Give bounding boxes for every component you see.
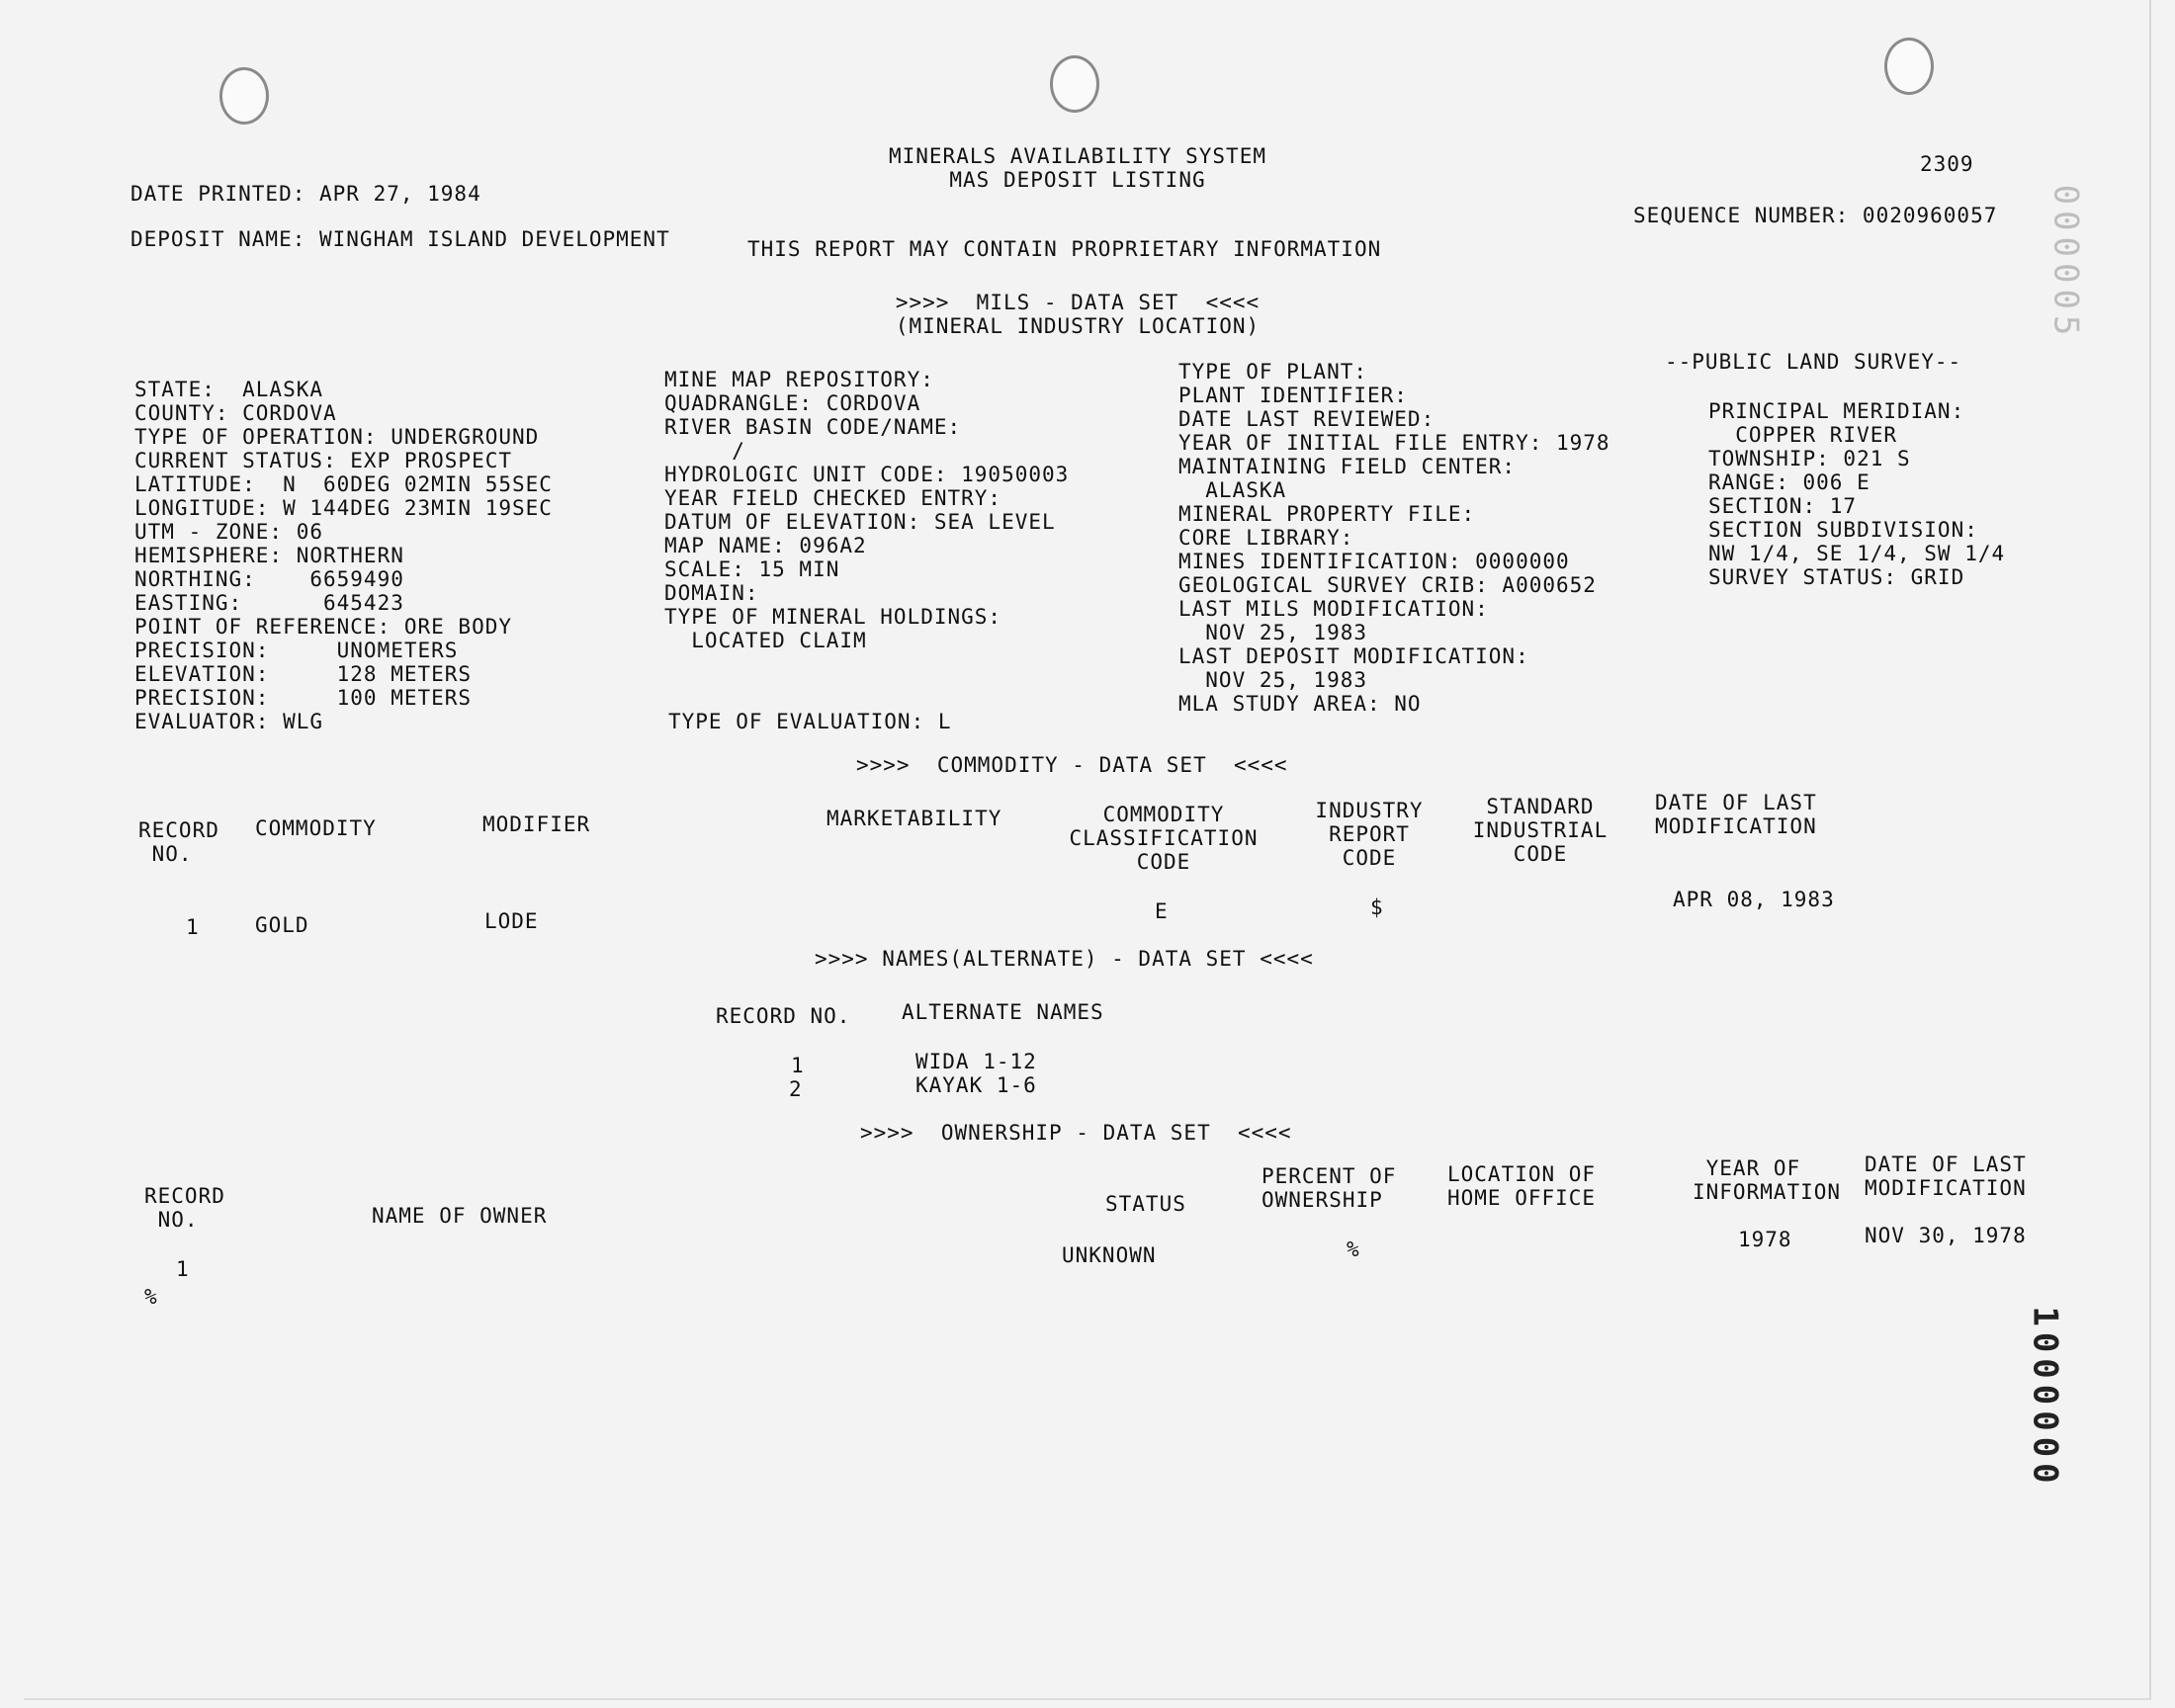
mils-field: DOMAIN:	[664, 581, 759, 605]
punch-hole-left	[219, 67, 269, 125]
mils-field: /	[664, 439, 745, 463]
mils-field: YEAR FIELD CHECKED ENTRY:	[664, 486, 1002, 510]
public-land-survey	[1708, 399, 2005, 589]
ownership-header-record: RECORD NO.	[144, 1184, 225, 1232]
commodity-header-modifier: MODIFIER	[482, 812, 591, 836]
mils-field: NOV 25, 1983	[1178, 621, 1368, 644]
sequence-number: SEQUENCE NUMBER: 0020960057	[1633, 204, 1998, 227]
mils-field: STATE: ALASKA	[134, 378, 324, 401]
ownership-header-year: YEAR OF INFORMATION	[1693, 1156, 1842, 1204]
ownership-row-record: 1	[176, 1257, 190, 1281]
commodity-row-commodity: GOLD	[255, 913, 309, 937]
mils-field: SCALE: 15 MIN	[664, 557, 840, 581]
ownership-header-last-mod: DATE OF LAST MODIFICATION	[1865, 1153, 2027, 1200]
mils-field: LOCATED CLAIM	[664, 629, 867, 652]
commodity-row-record: 1	[186, 915, 200, 939]
ownership-row-status: UNKNOWN	[1062, 1243, 1157, 1267]
mils-field: LATITUDE: N 60DEG 02MIN 55SEC	[134, 472, 553, 496]
mils-field: DATE LAST REVIEWED:	[1178, 407, 1436, 431]
mils-field: UTM - ZONE: 06	[134, 520, 324, 544]
evaluation-type: TYPE OF EVALUATION: L	[668, 710, 952, 733]
mils-field: ALASKA	[1178, 478, 1287, 502]
pls-field: RANGE: 006 E	[1708, 470, 1870, 494]
mils-column-location	[134, 378, 553, 733]
public-land-survey-title: --PUBLIC LAND SURVEY--	[1665, 350, 1962, 374]
mils-field: CORE LIBRARY:	[1178, 526, 1354, 550]
pls-field: TOWNSHIP: 021 S	[1708, 447, 1911, 470]
mils-field: GEOLOGICAL SURVEY CRIB: A000652	[1178, 573, 1597, 597]
listing-title: MAS DEPOSIT LISTING	[949, 168, 1206, 192]
ownership-header-status: STATUS	[1105, 1192, 1186, 1216]
commodity-header-last-mod: DATE OF LAST MODIFICATION	[1655, 791, 1817, 838]
pls-field: SURVEY STATUS: GRID	[1708, 565, 1965, 589]
ownership-row-year: 1978	[1738, 1228, 1792, 1251]
mils-field: YEAR OF INITIAL FILE ENTRY: 1978	[1178, 431, 1610, 455]
pls-field: SECTION SUBDIVISION:	[1708, 518, 1978, 542]
mils-field: RIVER BASIN CODE/NAME:	[664, 415, 962, 439]
ownership-header-owner: NAME OF OWNER	[372, 1204, 548, 1228]
mils-column-plant	[1178, 360, 1610, 716]
pls-field: COPPER RIVER	[1708, 423, 1898, 447]
punch-hole-right	[1884, 38, 1934, 95]
commodity-header-commodity: COMMODITY	[255, 816, 377, 840]
names-header-record: RECORD NO.	[716, 1004, 851, 1028]
commodity-header-record: RECORD NO.	[138, 818, 219, 866]
mils-section-title: >>>> MILS - DATA SET <<<<	[895, 291, 1261, 314]
mils-field: TYPE OF MINERAL HOLDINGS:	[664, 605, 1002, 629]
mils-field: MLA STUDY AREA: NO	[1178, 692, 1422, 716]
commodity-header-sic: STANDARD INDUSTRIAL CODE	[1472, 795, 1609, 866]
mils-field: LONGITUDE: W 144DEG 23MIN 19SEC	[134, 496, 553, 520]
mils-section-subtitle: (MINERAL INDUSTRY LOCATION)	[895, 314, 1261, 338]
margin-stamp-bottom: 1000000	[2025, 1306, 2065, 1490]
names-row-record: 2	[789, 1077, 803, 1101]
commodity-row-last-mod: APR 08, 1983	[1673, 888, 1835, 911]
mils-field: NOV 25, 1983	[1178, 668, 1368, 692]
mils-field: TYPE OF OPERATION: UNDERGROUND	[134, 425, 540, 449]
pls-field: NW 1/4, SE 1/4, SW 1/4	[1708, 542, 2006, 565]
commodity-row-modifier: LODE	[484, 909, 539, 933]
proprietary-notice: THIS REPORT MAY CONTAIN PROPRIETARY INFORMATION	[747, 237, 1382, 261]
ownership-header-percent: PERCENT OF OWNERSHIP	[1262, 1164, 1397, 1212]
mils-field: LAST MILS MODIFICATION:	[1178, 597, 1489, 621]
system-title: MINERALS AVAILABILITY SYSTEM	[888, 144, 1266, 168]
mils-field: COUNTY: CORDOVA	[134, 401, 337, 425]
ownership-row-last-mod: NOV 30, 1978	[1865, 1224, 2027, 1247]
commodity-header-industry: INDUSTRY REPORT CODE	[1315, 799, 1424, 870]
mils-field: EASTING: 645423	[134, 591, 404, 615]
ownership-row-percent: %	[1347, 1238, 1360, 1261]
mils-field: MINERAL PROPERTY FILE:	[1178, 502, 1476, 526]
punch-hole-center	[1050, 55, 1099, 113]
names-row-name: WIDA 1-12	[915, 1050, 1037, 1073]
mils-field: MAP NAME: 096A2	[664, 534, 867, 557]
mils-field: EVALUATOR: WLG	[134, 710, 324, 733]
commodity-header-classification: COMMODITY CLASSIFICATION CODE	[1069, 803, 1259, 874]
commodity-row-industry: $	[1370, 896, 1384, 919]
mils-field: PRECISION: 100 METERS	[134, 686, 473, 710]
mils-field: LAST DEPOSIT MODIFICATION:	[1178, 644, 1529, 668]
mils-field: TYPE OF PLANT:	[1178, 360, 1368, 384]
ownership-section-title: >>>> OWNERSHIP - DATA SET <<<<	[860, 1121, 1292, 1145]
mils-field: HEMISPHERE: NORTHERN	[134, 544, 404, 567]
mils-field: POINT OF REFERENCE: ORE BODY	[134, 615, 513, 639]
mils-field: ELEVATION: 128 METERS	[134, 662, 473, 686]
mils-field: NORTHING: 6659490	[134, 567, 404, 591]
deposit-name: DEPOSIT NAME: WINGHAM ISLAND DEVELOPMENT	[130, 227, 670, 251]
mils-field: PLANT IDENTIFIER:	[1178, 384, 1408, 407]
ownership-row-record-percent: %	[144, 1285, 158, 1309]
margin-stamp-top: 000005	[2045, 184, 2086, 342]
date-printed: DATE PRINTED: APR 27, 1984	[130, 182, 481, 206]
pls-field: PRINCIPAL MERIDIAN:	[1708, 399, 1965, 423]
commodity-row-classification: E	[1155, 899, 1169, 923]
mils-field: MINE MAP REPOSITORY:	[664, 368, 934, 391]
commodity-section-title: >>>> COMMODITY - DATA SET <<<<	[856, 753, 1288, 777]
names-section-title: >>>> NAMES(ALTERNATE) - DATA SET <<<<	[815, 947, 1314, 971]
names-row-record: 1	[791, 1054, 805, 1077]
mils-field: HYDROLOGIC UNIT CODE: 19050003	[664, 463, 1070, 486]
mils-field: MAINTAINING FIELD CENTER:	[1178, 455, 1517, 478]
mils-field: QUADRANGLE: CORDOVA	[664, 391, 921, 415]
names-header-alternate: ALTERNATE NAMES	[902, 1000, 1104, 1024]
mils-field: MINES IDENTIFICATION: 0000000	[1178, 550, 1570, 573]
mils-field: CURRENT STATUS: EXP PROSPECT	[134, 449, 513, 472]
pls-field: SECTION: 17	[1708, 494, 1858, 518]
commodity-header-marketability: MARKETABILITY	[826, 807, 1002, 830]
names-row-name: KAYAK 1-6	[915, 1073, 1037, 1097]
ownership-header-location: LOCATION OF HOME OFFICE	[1447, 1162, 1597, 1210]
mils-column-map	[664, 368, 1069, 652]
mils-field: DATUM OF ELEVATION: SEA LEVEL	[664, 510, 1056, 534]
page-number: 2309	[1920, 152, 1974, 176]
mils-field: PRECISION: UNOMETERS	[134, 639, 459, 662]
